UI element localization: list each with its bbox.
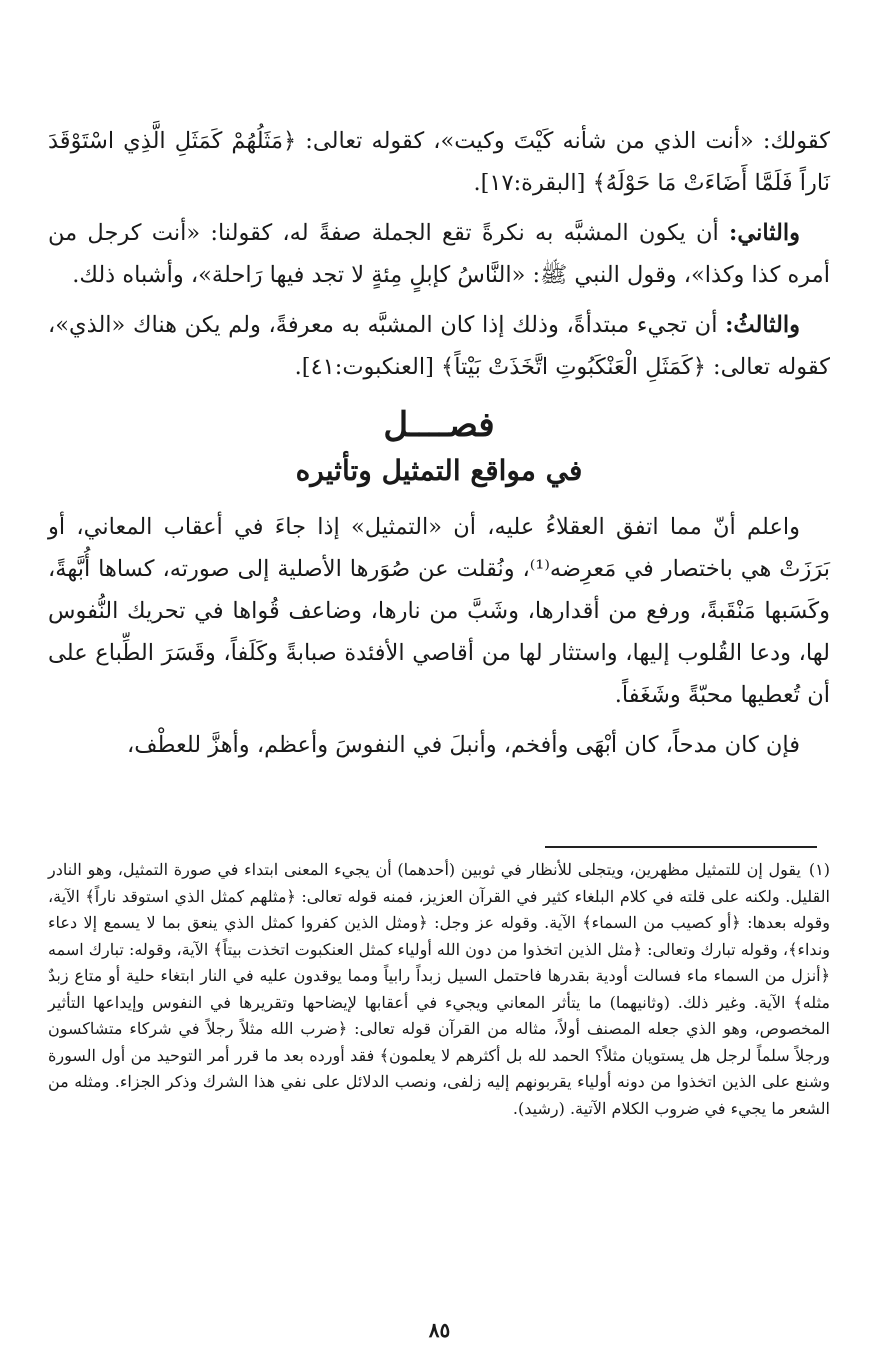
paragraph-5-text: فإن كان مدحاً، كان أبْهَى وأفخم، وأنبلَ في النفوسَ وأعظم، وأهزَّ للعطْف، xyxy=(126,732,800,758)
footnote-divider xyxy=(545,846,817,848)
paragraph-3-lead: والثالثُ: xyxy=(725,312,800,338)
paragraph-4-text: واعلم أنّ مما اتفق العقلاءُ عليه، أن «التمثيل» إذا جاءَ في أعقاب المعاني، أو بَرَزَتْ هي باختصار في مَعرِضه⁽¹⁾، ونُقلت عن صُوَرها الأصلية إلى صورته، كساها أُبَّهةً، وكَسَبها مَنْقَبةً، ورفع من أقدارها، وشَبَّ من نارها، وضاعف قُواها في تحريك النُّفوس لها، ودعا القُلوب إليها، واستثار لها من أقاصي الأفئدة صبابةً وكَلَفاً، وقَسَرَ الطِّباع على أن تُعطيها محبّةً وشَغَفاً. xyxy=(48,514,830,708)
paragraph-1 xyxy=(48,120,830,204)
paragraph-2-text: أن يكون المشبَّه به نكرةً تقع الجملة صفةً له، كقولنا: «أنت كرجل من أمره كذا وكذا»، وقول النبي ﷺ: «النَّاسُ كإبلٍ مِئةٍ لا تجد فيها رَاحلة»، وأشباه ذلك. xyxy=(48,220,830,288)
paragraph-5 xyxy=(48,724,830,766)
footnote-text: يقول إن للتمثيل مظهرين، ويتجلى للأنظار في ثوبين (أحدهما) أن يجيء المعنى ابتداء في صورة التمثيل، وهو النادر القليل. ولكنه على قلته في كلام البلغاء كثير في القرآن العزيز، فمنه قوله تعالى: ﴿مثلهم كمثل الذي استوقد ناراً﴾ الآية، وقوله بعدها: ﴿أو كصيب من السماء﴾ الآية. وقوله عز وجل: ﴿ومثل الذين كفروا كمثل الذي ينعق بما لا يسمع إلا دعاء ونداء﴾، وقوله تبارك وتعالى: ﴿مثل الذين اتخذوا من دون الله أولياء كمثل العنكبوت اتخذت بيتاً﴾ الآية، وقوله: تبارك اسمه ﴿أنزل من السماء ماء فسالت أودية بقدرها فاحتمل السيل زبداً رابياً ومما يوقدون عليه في النار ابتغاء حلية أو متاع زبدٌ مثله﴾ الآية. وغير ذلك. (وثانيهما) ما يتأثر المعاني ويجيء في أعقابها لإيضاحها وتقريرها في النفوس وإيداعها التأثير المخصوص، وهو الذي جعله المصنف أولاً، مثاله من القرآن قوله تعالى: ﴿ضرب الله مثلاً رجلاً في شركاء متشاكسون ورجلاً سلماً لرجل هل يستويان مثلاً؟ الحمد لله بل أكثرهم لا يعلمون﴾ فقد أورده بعد ما قرر أمر التوحيد من أول السورة وشنع على الذين اتخذوا من دونه أولياء يقربونهم إليه زلفى، ونصب الدلائل على نفي هذا الشرك وذكر الجزاء. ومثله من الشعر ما يجيء في ضروب الكلام الآتية. (رشيد). xyxy=(48,860,831,1118)
footnote-number: (١) xyxy=(808,860,831,879)
section-subtitle: في مواقع التمثيل وتأثيره xyxy=(295,454,583,487)
page-number: ٨٥ xyxy=(428,1318,451,1342)
paragraph-2-lead: والثاني: xyxy=(729,220,800,246)
paragraph-3-text: أن تجيء مبتدأةً، وذلك إذا كان المشبَّه به معرفةً، ولم يكن هناك «الذي»، كقوله تعالى: ﴿كَمَثَلِ الْعَنْكَبُوتِ اتَّخَذَتْ بَيْتاً﴾ [العنكبوت:٤١]. xyxy=(48,312,830,380)
paragraph-1-text: كقولك: «أنت الذي من شأنه كَيْتَ وكيت»، كقوله تعالى: ﴿مَثَلُهُمْ كَمَثَلِ الَّذِي اسْتَوْقَدَ نَاراً فَلَمَّا أَضَاءَتْ مَا حَوْلَهُ﴾ [البقرة:١٧]. xyxy=(48,128,830,196)
section-heading: فصــــل xyxy=(383,405,495,445)
footnote xyxy=(48,857,830,1122)
paragraph-2 xyxy=(48,212,830,296)
main-text xyxy=(48,120,830,774)
paragraph-4 xyxy=(48,506,830,716)
paragraph-3 xyxy=(48,304,830,388)
